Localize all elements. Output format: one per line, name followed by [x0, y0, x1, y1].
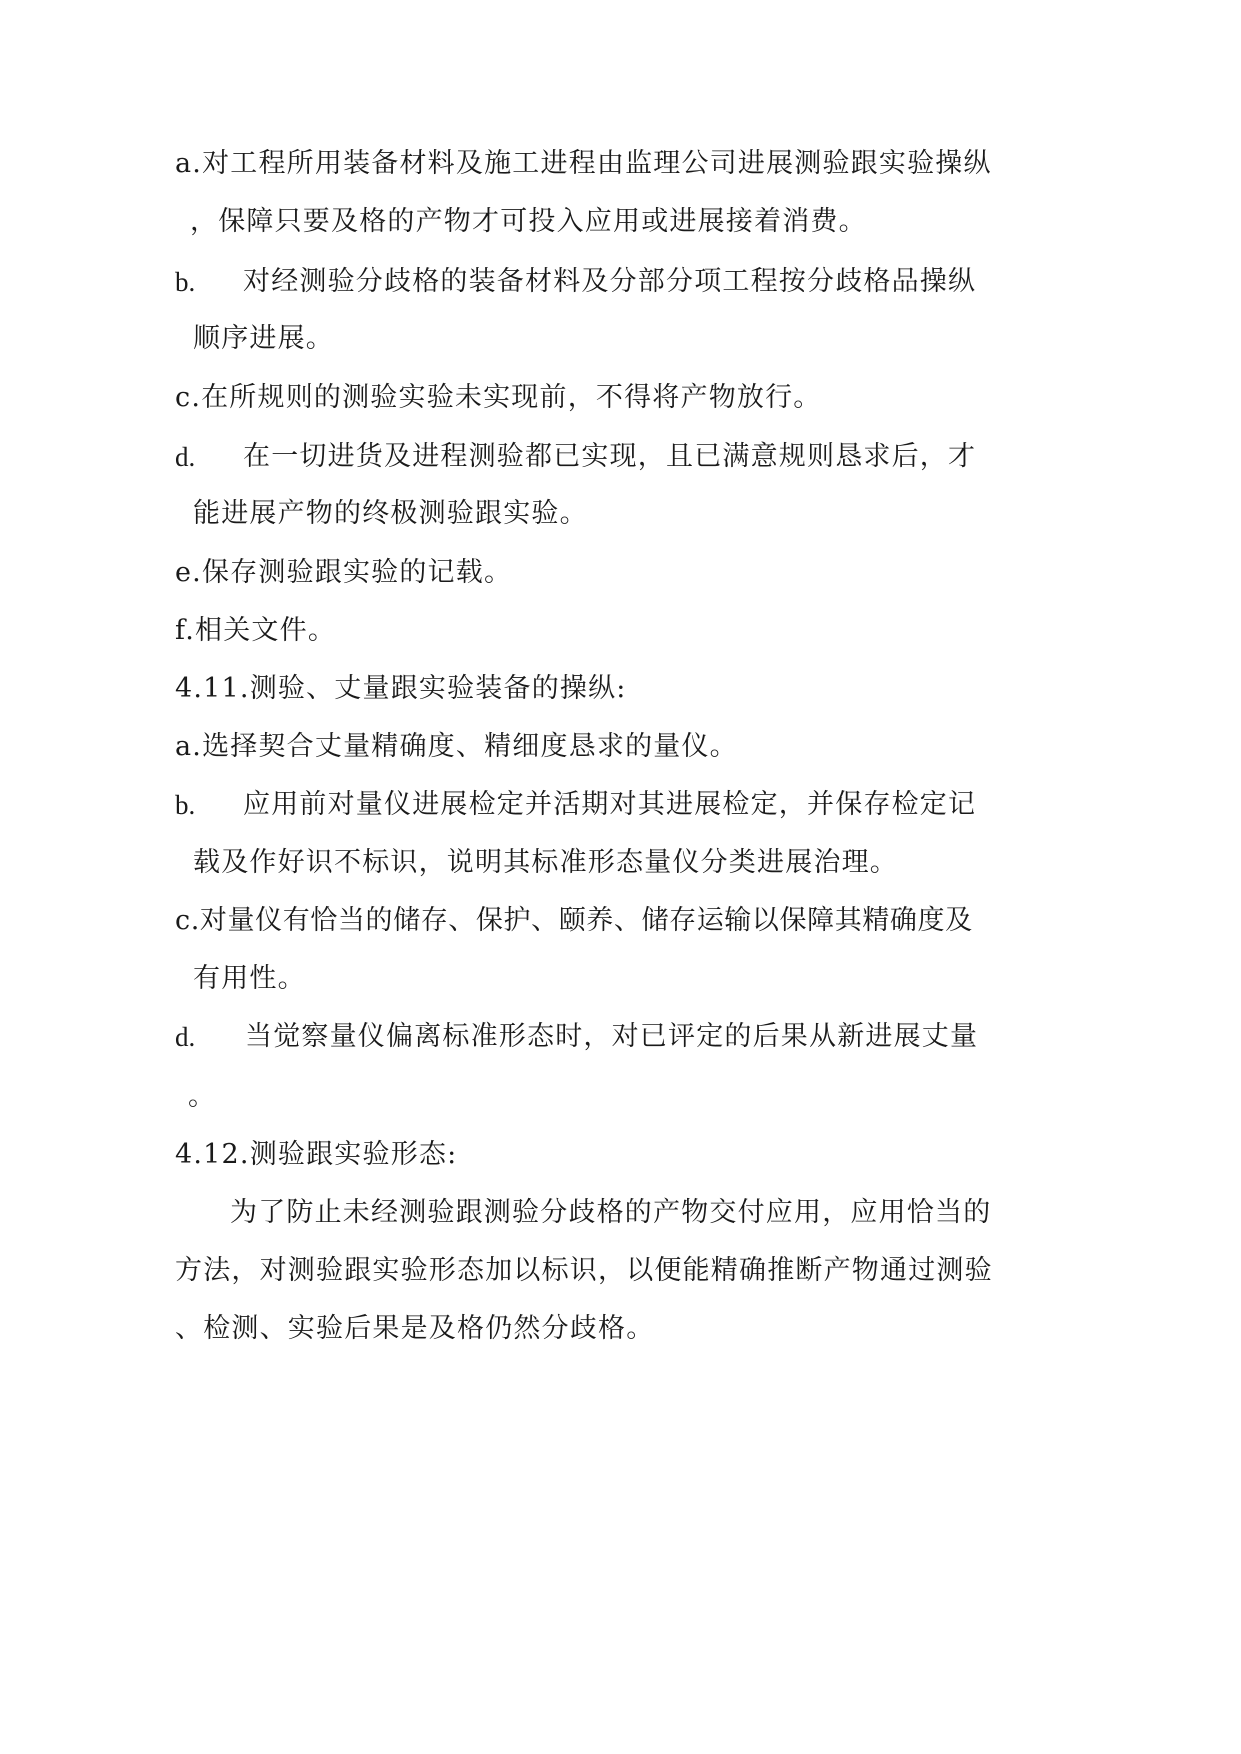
section-4-12-heading: 4.12.测验跟实验形态: — [175, 1139, 458, 1170]
item-e-line: e.保存测验跟实验的记载。 — [175, 557, 513, 588]
section-4-12-paragraph-line-2: 方法，对测验跟实验形态加以标识，以便能精确推断产物通过测验 — [175, 1255, 993, 1286]
item-d-marker: d. — [175, 442, 196, 472]
section-4-12-paragraph-line-3: 、检测、实验后果是及格仍然分歧格。 — [175, 1313, 655, 1344]
item-b-line-2: 顺序进展。 — [193, 323, 334, 354]
item-f-line: f.相关文件。 — [175, 615, 337, 646]
section-4-11-item-d-line-1: 当觉察量仪偏离标准形态时，对已评定的后果从新进展丈量 — [245, 1021, 979, 1052]
section-4-11-item-b-line-2: 载及作好识不标识，说明其标准形态量仪分类进展治理。 — [193, 847, 898, 878]
section-4-12-paragraph-line-1: 为了防止未经测验跟测验分歧格的产物交付应用，应用恰当的 — [230, 1197, 992, 1228]
section-4-11-item-d-marker: d. — [175, 1022, 196, 1052]
section-4-11-item-a: a.选择契合丈量精确度、精细度恳求的量仪。 — [175, 731, 738, 762]
item-a-line-2: ，保障只要及格的产物才可投入应用或进展接着消费。 — [190, 206, 867, 237]
section-4-11-item-c-line-2: 有用性。 — [193, 963, 306, 994]
item-d-line-2: 能进展产物的终极测验跟实验。 — [193, 498, 588, 529]
item-b-line-1: 对经测验分歧格的装备材料及分部分项工程按分歧格品操纵 — [243, 266, 977, 297]
section-4-11-heading: 4.11.测验、丈量跟实验装备的操纵: — [175, 673, 627, 704]
section-4-11-item-c-line-1: c.对量仪有恰当的储存、保护、颐养、储存运输以保障其精确度及 — [175, 905, 973, 936]
section-4-11-item-d-line-2: 。 — [188, 1081, 217, 1112]
section-4-11-item-b-line-1: 应用前对量仪进展检定并活期对其进展检定，并保存检定记 — [243, 789, 977, 820]
item-b-marker: b. — [175, 267, 196, 297]
section-4-11-item-b-marker: b. — [175, 790, 196, 820]
item-c-line: c.在所规则的测验实验未实现前，不得将产物放行。 — [175, 382, 822, 413]
item-d-line-1: 在一切进货及进程测验都已实现，且已满意规则恳求后，才 — [243, 441, 977, 472]
item-a-line-1: a.对工程所用装备材料及施工进程由监理公司进展测验跟实验操纵 — [175, 148, 992, 179]
